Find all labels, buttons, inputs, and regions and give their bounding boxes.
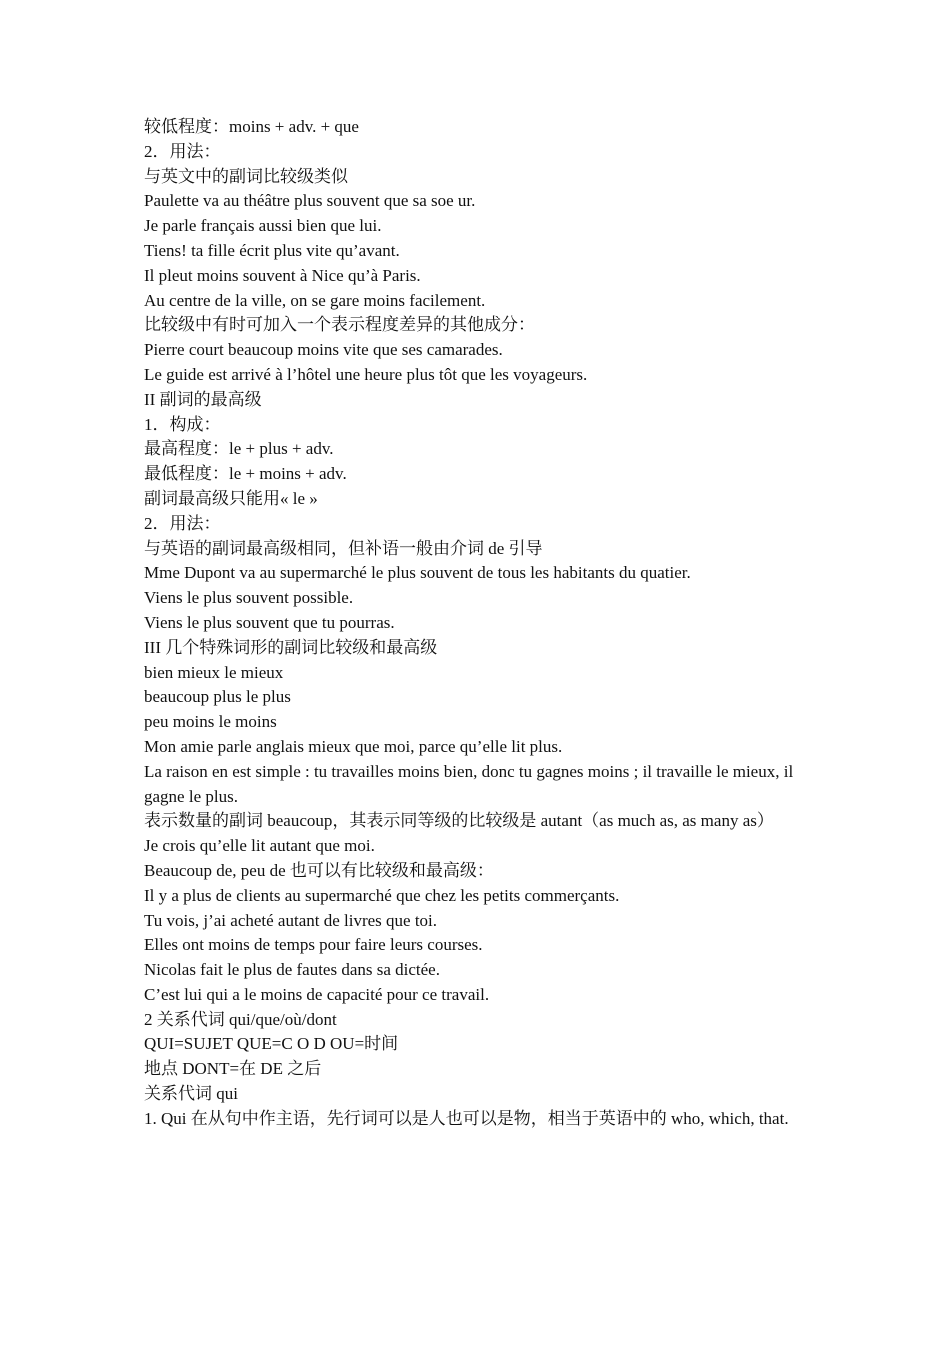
- document-body: [144, 115, 816, 1132]
- section-heading: III 几个特殊词形的副词比较级和最高级: [144, 637, 438, 657]
- text-line: peu moins le moins: [144, 712, 277, 732]
- text-line: Je crois qu’elle lit autant que moi.: [144, 836, 375, 856]
- text-line: Viens le plus souvent que tu pourras.: [144, 612, 395, 632]
- text-line: Mme Dupont va au supermarché le plus souvent de tous les habitants du quatier.: [144, 563, 691, 583]
- text-line: C’est lui qui a le moins de capacité pour ce travail.: [144, 984, 490, 1004]
- text-line: 1. Qui 在从句中作主语，先行词可以是人也可以是物，相当于英语中的 who, which, that.: [144, 1108, 789, 1128]
- text-line: 2．用法：: [144, 141, 221, 161]
- text-line: Tiens! ta fille écrit plus vite qu’avant.: [144, 240, 400, 260]
- text-line: beaucoup plus le plus: [144, 687, 291, 707]
- text-line: 最高程度：le + plus + adv.: [144, 439, 334, 459]
- text-line: 表示数量的副词 beaucoup，其表示同等级的比较级是 autant（as much as, as many as）: [144, 811, 774, 831]
- text-line: 与英文中的副词比较级类似: [144, 166, 348, 186]
- text-line: Beaucoup de, peu de 也可以有比较级和最高级：: [144, 860, 494, 880]
- text-line: 副词最高级只能用« le »: [144, 488, 318, 508]
- section-heading: II 副词的最高级: [144, 389, 262, 409]
- text-line: Il pleut moins souvent à Nice qu’à Paris.: [144, 265, 421, 285]
- text-line: 2．用法：: [144, 513, 221, 533]
- text-line: 关系代词 qui: [144, 1084, 238, 1104]
- text-line: Pierre court beaucoup moins vite que ses camarades.: [144, 340, 503, 360]
- text-line: QUI=SUJET QUE=C O D OU=时间: [144, 1034, 399, 1054]
- text-line: Paulette va au théâtre plus souvent que sa soe ur.: [144, 191, 476, 211]
- text-line: Elles ont moins de temps pour faire leurs courses.: [144, 935, 483, 955]
- text-line: Le guide est arrivé à l’hôtel une heure plus tôt que les voyageurs.: [144, 364, 588, 384]
- text-line: Il y a plus de clients au supermarché que chez les petits commerçants.: [144, 885, 620, 905]
- text-line: Nicolas fait le plus de fautes dans sa dictée.: [144, 960, 440, 980]
- text-line: Mon amie parle anglais mieux que moi, parce qu’elle lit plus.: [144, 736, 563, 756]
- text-line: 地点 DONT=在 DE 之后: [144, 1059, 322, 1079]
- text-line: 1．构成：: [144, 414, 221, 434]
- text-line: 与英语的副词最高级相同，但补语一般由介词 de 引导: [144, 538, 543, 558]
- text-line: Viens le plus souvent possible.: [144, 588, 354, 608]
- text-line: Tu vois, j’ai acheté autant de livres que toi.: [144, 910, 438, 930]
- text-line: 较低程度：moins + adv. + que: [144, 117, 359, 136]
- text-line: 最低程度：le + moins + adv.: [144, 464, 347, 484]
- text-line: 比较级中有时可加入一个表示程度差异的其他成分：: [144, 315, 535, 335]
- text-line: Je parle français aussi bien que lui.: [144, 216, 382, 236]
- text-line: La raison en est simple : tu travailles moins bien, donc tu gagnes moins ; il travaille le mieux, il gagne le plus.: [144, 761, 794, 806]
- text-line: Au centre de la ville, on se gare moins facilement.: [144, 290, 486, 310]
- text-line: bien mieux le mieux: [144, 662, 284, 682]
- section-heading: 2 关系代词 qui/que/où/dont: [144, 1009, 337, 1029]
